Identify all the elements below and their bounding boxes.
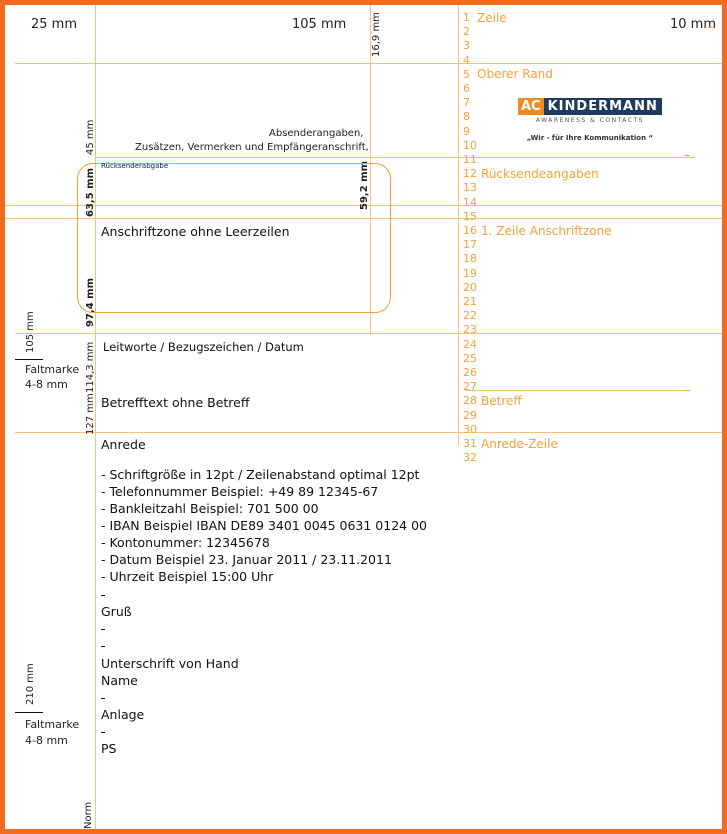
fold-mark-1-label: Faltmarke: [25, 363, 80, 376]
body-list-item: - Kontonummer: 12345678: [101, 535, 270, 550]
line-number: 16: [463, 224, 477, 237]
sender-info-line1: Absenderangaben,: [269, 128, 364, 139]
guide-line-salutation: [15, 432, 727, 433]
guide-line-fold1: [15, 333, 727, 334]
tick-right-3: [685, 390, 690, 391]
line-number: 30: [463, 422, 477, 436]
logo-subtitle: AWARENESS & CONTACTS: [535, 117, 644, 124]
anrede-line: Anrede: [101, 437, 146, 452]
blank-dash: [101, 732, 105, 733]
line-number: 23: [463, 323, 477, 337]
line-number: 11: [463, 153, 477, 166]
line-label-ruecksendeangaben: Rücksendeangaben: [481, 167, 599, 181]
ruecksender-label: Rücksenderabgabe: [101, 162, 169, 170]
measure-45mm: 45 mm: [85, 119, 96, 155]
fold-mark-2: [15, 712, 43, 713]
betreff-line: Betrefftext ohne Betreff: [101, 395, 250, 410]
name-line: Name: [101, 673, 138, 688]
line-number: 15: [463, 209, 477, 223]
line-number: 1: [463, 11, 470, 24]
line-label-betreff: Betreff: [481, 394, 522, 408]
blank-dash: [101, 595, 105, 596]
guide-line-sender: [95, 157, 695, 158]
line-number: 7: [463, 96, 470, 110]
body-list-item: - Uhrzeit Beispiel 15:00 Uhr: [101, 569, 274, 584]
line-number: 6: [463, 82, 470, 95]
line-number: 25: [463, 351, 477, 365]
line-number: 26: [463, 366, 477, 379]
measure-114-3mm: 114,3 mm: [85, 341, 96, 393]
line-number: 17: [463, 238, 477, 252]
company-logo: [518, 95, 662, 142]
logo-name: KINDERMANN: [544, 98, 662, 115]
line-number: 27: [463, 380, 477, 394]
line-number: 10: [463, 138, 477, 152]
measure-box-height: 59,2 mm: [359, 161, 370, 210]
guide-line-line-numbers: [458, 5, 459, 445]
ps-line: PS: [101, 741, 117, 756]
line-number: 9: [463, 124, 470, 138]
logo-ac-mark: AC: [518, 98, 544, 115]
line-number: 21: [463, 295, 477, 308]
line-label-zeile: Zeile: [477, 11, 507, 25]
line-number: 31: [463, 437, 477, 450]
fold-mark-2-range: 4-8 mm: [25, 734, 68, 747]
line-number: 13: [463, 181, 477, 195]
line-number: 3: [463, 39, 470, 53]
measure-127mm: 127 mm: [85, 393, 96, 435]
body-list-item: - Bankleitzahl Beispiel: 701 500 00: [101, 501, 319, 516]
measure-97-4mm: 97,4 mm: [85, 278, 96, 327]
measure-105mm: 105 mm: [25, 311, 36, 353]
blank-dash: [101, 629, 105, 630]
line-number: 14: [463, 195, 477, 209]
anlage-line: Anlage: [101, 707, 145, 722]
gruss-line: Gruß: [101, 604, 132, 619]
measure-63-5mm: 63,5 mm: [85, 168, 96, 217]
margin-content-label: 105 mm: [292, 17, 347, 32]
line-number: 19: [463, 266, 477, 280]
tick-right-2: [685, 155, 690, 156]
line-number: 5: [463, 67, 470, 81]
margin-right-label: 10 mm: [670, 17, 717, 32]
measure-210mm: 210 mm: [25, 663, 36, 705]
leitworte-line: Leitworte / Bezugszeichen / Datum: [103, 340, 304, 354]
logo-tagline: „Wir - für Ihre Kommunikation “: [526, 134, 654, 142]
line-number: 18: [463, 252, 477, 266]
blank-dash: [101, 646, 105, 647]
body-list-item: - IBAN Beispiel IBAN DE89 3401 0045 0631 0124 00: [101, 518, 428, 533]
line-label-anschriftzone: 1. Zeile Anschriftzone: [481, 224, 612, 238]
fold-mark-2-label: Faltmarke: [25, 718, 80, 731]
line-number: 4: [463, 53, 470, 67]
line-number: 22: [463, 309, 477, 323]
body-list-item: - Datum Beispiel 23. Januar 2011 / 23.11.2011: [101, 552, 392, 567]
body-list-item: - Schriftgröße in 12pt / Zeilenabstand optimal 12pt: [101, 467, 420, 482]
line-number: 29: [463, 408, 477, 422]
line-number: 2: [463, 25, 470, 39]
line-number: 8: [463, 110, 470, 124]
tick-right-1: [708, 27, 713, 28]
line-number: 28: [463, 394, 477, 408]
address-zone-label: Anschriftzone ohne Leerzeilen: [101, 224, 290, 239]
measure-norm: Norm: [83, 801, 94, 829]
guide-line-subject: [465, 390, 690, 391]
line-number: 32: [463, 451, 477, 465]
fold-mark-1-range: 4-8 mm: [25, 378, 68, 391]
margin-top-label: 16,9 mm: [371, 12, 382, 57]
body-list-item: - Telefonnummer Beispiel: +49 89 12345-67: [101, 484, 379, 499]
blank-dash: [101, 698, 105, 699]
line-number: 20: [463, 280, 477, 294]
line-number: 24: [463, 337, 477, 351]
signature-line: Unterschrift von Hand: [101, 656, 239, 671]
sender-info-line2: Zusätzen, Vermerken und Empfängeranschrift,: [135, 142, 369, 153]
line-label-oberer-rand: Oberer Rand: [477, 67, 553, 81]
line-label-anrede: Anrede-Zeile: [481, 437, 558, 451]
fold-mark-1: [15, 359, 43, 360]
margin-left-label: 25 mm: [31, 17, 78, 32]
guide-line-top-margin: [15, 63, 727, 64]
line-number: 12: [463, 167, 477, 181]
